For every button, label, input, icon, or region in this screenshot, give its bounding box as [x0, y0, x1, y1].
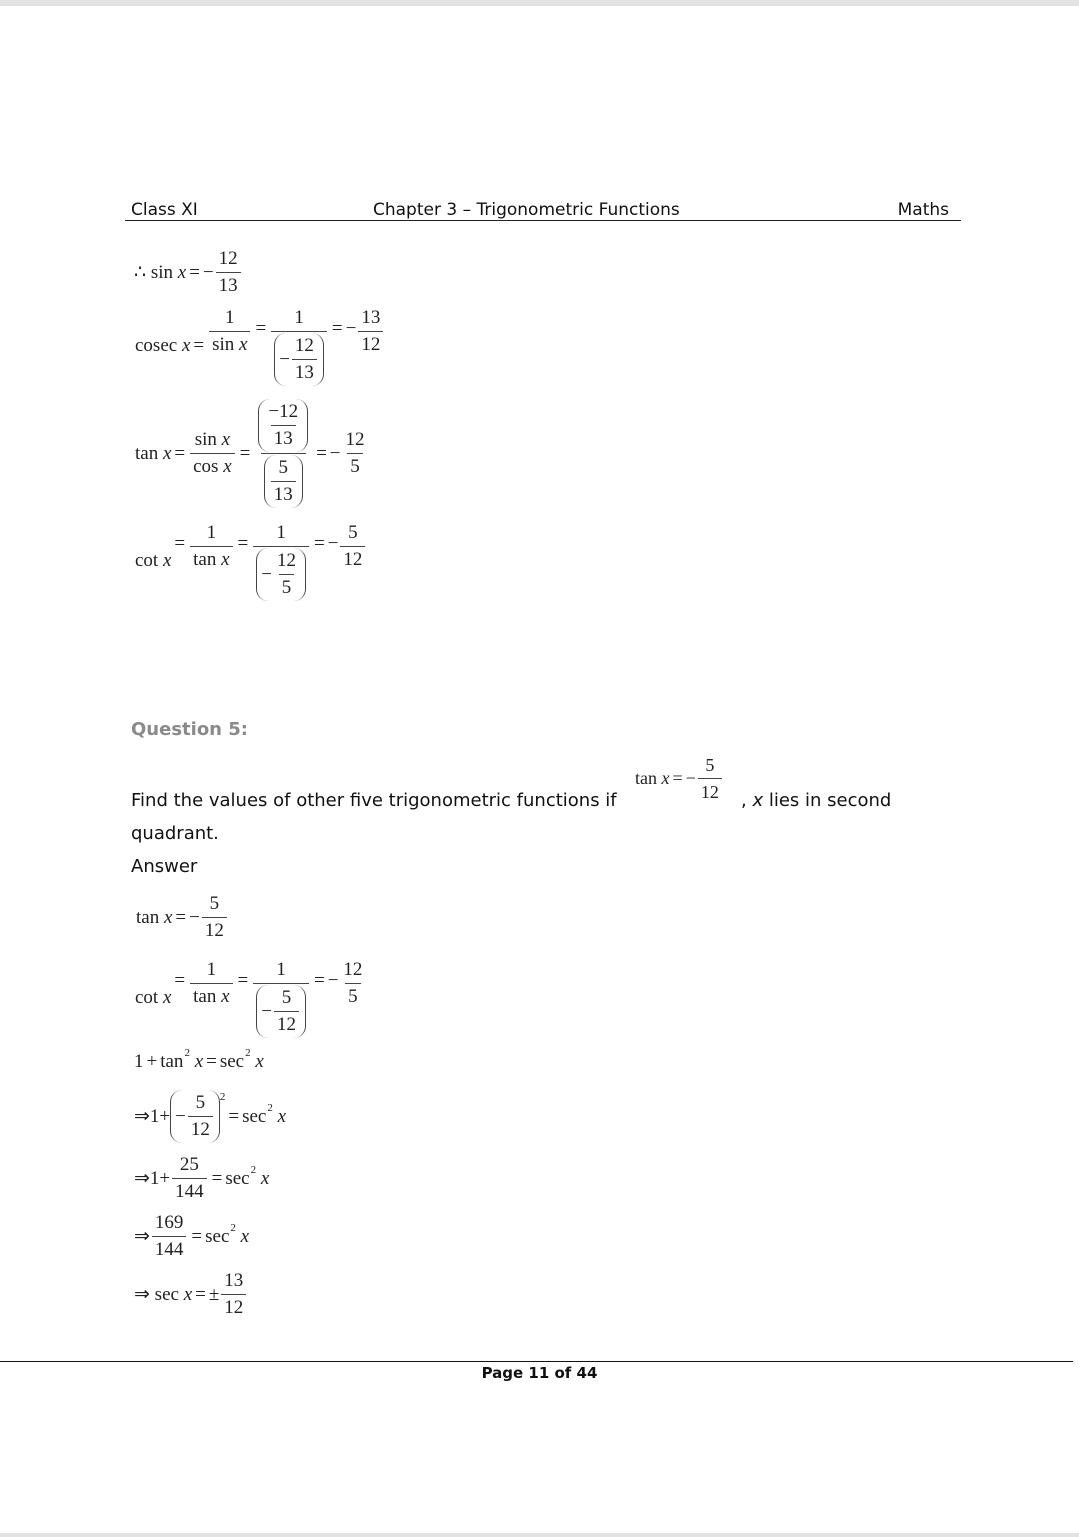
numerator: 169 [154, 1212, 184, 1233]
numerator [192, 427, 233, 453]
variable: x [752, 790, 764, 811]
denominator: 13 [292, 359, 317, 386]
equals: = [313, 970, 325, 991]
fn-name: cosec [135, 335, 178, 356]
footer-divider [0, 1361, 1073, 1362]
exponent: 2 [230, 1221, 236, 1234]
fraction [190, 520, 232, 573]
fraction [253, 957, 309, 1039]
parenthesis [274, 333, 324, 386]
parenthesis [170, 1090, 220, 1143]
fn-name: tan [135, 442, 159, 464]
denominator: 13 [271, 425, 296, 452]
fn-name: tan [635, 768, 657, 788]
page-number: Page 11 of 44 [481, 1364, 598, 1382]
fn-name: sin [150, 261, 174, 283]
exponent: 2 [219, 1091, 226, 1103]
equals: = [191, 1225, 203, 1247]
numerator: 1 [206, 522, 217, 543]
fraction [271, 455, 296, 508]
parenthesis [264, 455, 303, 508]
parenthesis [256, 985, 306, 1038]
page-header [125, 198, 961, 221]
numerator: 12 [343, 959, 363, 980]
minus: − [329, 442, 341, 464]
numerator [255, 398, 311, 453]
variable: x [177, 261, 187, 283]
fraction [188, 1090, 213, 1143]
denominator [261, 453, 306, 509]
numerator: 5 [278, 457, 288, 478]
variable: x [221, 429, 231, 450]
fraction [265, 399, 301, 452]
viewer-top-strip [0, 0, 1079, 6]
denominator: 144 [152, 1236, 187, 1263]
equals: = [195, 1283, 206, 1305]
equation-cot-previous [135, 520, 367, 602]
fraction [221, 1268, 246, 1321]
minus: − [327, 970, 339, 991]
minus: − [327, 533, 339, 554]
fraction [274, 548, 299, 601]
equals: = [313, 533, 325, 554]
equation-tan [135, 398, 370, 509]
denominator: 12 [698, 778, 722, 805]
question-text: Find the values of other five trigonometric functions if [131, 790, 617, 811]
denominator [190, 983, 232, 1010]
therefore-symbol: ∴ [134, 262, 147, 283]
numerator: 13 [361, 307, 381, 328]
variable: x [223, 456, 232, 477]
fraction [698, 752, 722, 805]
fn-name: sec [242, 1105, 267, 1127]
denominator [190, 453, 235, 480]
plus: + [159, 1105, 171, 1127]
plus: + [159, 1167, 171, 1189]
fraction [253, 520, 309, 602]
denominator: 12 [274, 1011, 299, 1038]
denominator: 5 [345, 983, 361, 1010]
fraction [190, 427, 235, 480]
denominator: 5 [347, 453, 363, 480]
equation-step3 [134, 1210, 249, 1263]
header-class: Class XI [131, 200, 198, 220]
equals: = [189, 261, 200, 283]
numerator: 5 [281, 987, 292, 1008]
numerator: 1 [276, 959, 286, 980]
fraction [340, 957, 365, 1010]
equation-tan-given [136, 891, 229, 944]
variable: x [181, 335, 191, 356]
fn-name: sec [205, 1225, 230, 1247]
fn-name: tan [160, 1051, 184, 1072]
equals: = [174, 970, 186, 991]
equals: = [316, 442, 327, 464]
variable: x [255, 1051, 264, 1072]
minus: − [189, 906, 200, 928]
denominator [271, 331, 327, 387]
equation-step2 [134, 1152, 269, 1205]
fn-name: sec [219, 1051, 245, 1072]
minus: − [261, 563, 272, 585]
denominator: 5 [279, 574, 295, 601]
variable: x [194, 1051, 204, 1072]
fn-name: tan [136, 906, 160, 928]
minus: − [261, 1000, 272, 1022]
denominator: 12 [202, 917, 227, 944]
fn-name: sin [194, 429, 217, 450]
number: 1 [149, 1167, 160, 1189]
header-subject: Maths [897, 200, 949, 220]
variable: x [221, 986, 230, 1007]
fn-name: tan [193, 549, 217, 570]
question-inline-math [635, 752, 724, 805]
denominator: 13 [216, 272, 241, 299]
variable: x [162, 550, 172, 571]
fn-name: tan [193, 986, 217, 1007]
fraction [209, 305, 250, 358]
implies-symbol: ⇒ [134, 1106, 150, 1127]
variable: x [239, 334, 248, 355]
fraction [152, 1210, 187, 1263]
denominator: 12 [221, 1294, 246, 1321]
variable: x [661, 768, 670, 788]
implies-symbol: ⇒ [134, 1168, 150, 1189]
variable: x [162, 442, 172, 464]
parenthesis [256, 548, 306, 601]
equation-sin-result [134, 246, 243, 299]
equals: = [174, 533, 186, 554]
equals: = [193, 335, 205, 356]
implies-symbol: ⇒ [134, 1284, 150, 1305]
minus: − [345, 318, 357, 339]
header-chapter: Chapter 3 – Trigonometric Functions [373, 200, 680, 220]
numerator: 5 [195, 1092, 206, 1113]
plus: + [146, 1051, 158, 1072]
denominator: 12 [358, 331, 383, 358]
equals: = [206, 1051, 217, 1072]
denominator [209, 331, 250, 358]
minus: − [685, 768, 696, 788]
equation-identity [134, 1047, 264, 1073]
equals: = [237, 533, 249, 554]
equation-cot [135, 957, 367, 1039]
numerator: −12 [268, 401, 299, 422]
numerator: 1 [225, 307, 235, 328]
fraction [255, 398, 311, 509]
exponent: 2 [250, 1163, 257, 1176]
number: 1 [134, 1051, 144, 1072]
minus: − [279, 348, 290, 370]
equals: = [228, 1105, 240, 1127]
equals: = [175, 906, 187, 928]
numerator: 5 [209, 893, 220, 914]
fraction [271, 305, 327, 387]
fraction [274, 985, 299, 1038]
exponent: 2 [267, 1101, 273, 1114]
denominator: 12 [340, 546, 365, 573]
numerator: 1 [276, 522, 286, 543]
numerator: 12 [218, 248, 238, 269]
text: lies in second [768, 790, 892, 811]
fraction [343, 427, 368, 480]
fn-name: sin [212, 334, 235, 355]
question-text-tail [741, 790, 891, 811]
equals: = [672, 768, 683, 788]
equals: = [211, 1167, 223, 1189]
question-title: Question 5: [131, 719, 248, 740]
minus: − [175, 1105, 186, 1127]
numerator: 12 [294, 335, 314, 356]
number: 1 [149, 1105, 160, 1127]
equals: = [331, 318, 343, 339]
numerator: 1 [294, 307, 304, 328]
minus: − [202, 261, 214, 283]
numerator: 25 [179, 1154, 199, 1175]
denominator: 12 [188, 1116, 213, 1143]
equals: = [174, 442, 186, 464]
equation-cosec [135, 305, 385, 387]
variable: x [277, 1105, 287, 1127]
variable: x [221, 549, 230, 570]
fn-name: cot [135, 987, 159, 1008]
numerator: 13 [224, 1270, 244, 1291]
equation-step1 [134, 1089, 286, 1144]
fraction [172, 1152, 207, 1205]
variable: x [240, 1225, 250, 1247]
fn-name: sec [154, 1283, 179, 1305]
equals: = [237, 970, 249, 991]
denominator [253, 983, 309, 1039]
numerator: 12 [345, 429, 365, 450]
equation-step4 [134, 1268, 248, 1321]
variable: x [260, 1167, 270, 1189]
plus-minus: ± [208, 1283, 220, 1305]
fraction [216, 246, 241, 299]
numerator: 1 [206, 959, 217, 980]
fraction [190, 957, 232, 1010]
fraction [202, 891, 227, 944]
numerator: 5 [705, 755, 715, 775]
parenthesis [258, 399, 308, 452]
variable: x [162, 987, 172, 1008]
fn-name: sec [225, 1167, 250, 1189]
question-text-line2: quadrant. [131, 823, 219, 844]
denominator [253, 546, 309, 602]
answer-label: Answer [131, 856, 198, 877]
fn-name: cos [193, 456, 219, 477]
equals: = [239, 442, 251, 464]
variable: x [183, 1283, 193, 1305]
equals: = [255, 318, 267, 339]
implies-symbol: ⇒ [134, 1226, 150, 1247]
denominator: 13 [271, 481, 296, 508]
comma: , [741, 790, 747, 811]
denominator: 144 [172, 1178, 207, 1205]
numerator: 12 [276, 550, 296, 571]
exponent: 2 [245, 1047, 251, 1059]
variable: x [163, 906, 173, 928]
numerator: 5 [348, 522, 358, 543]
fraction [292, 333, 317, 386]
viewer-bottom-strip [0, 1533, 1079, 1537]
fraction [358, 305, 383, 358]
exponent: 2 [184, 1047, 190, 1059]
fn-name: cot [135, 550, 159, 571]
fraction [340, 520, 365, 573]
denominator [190, 546, 232, 573]
